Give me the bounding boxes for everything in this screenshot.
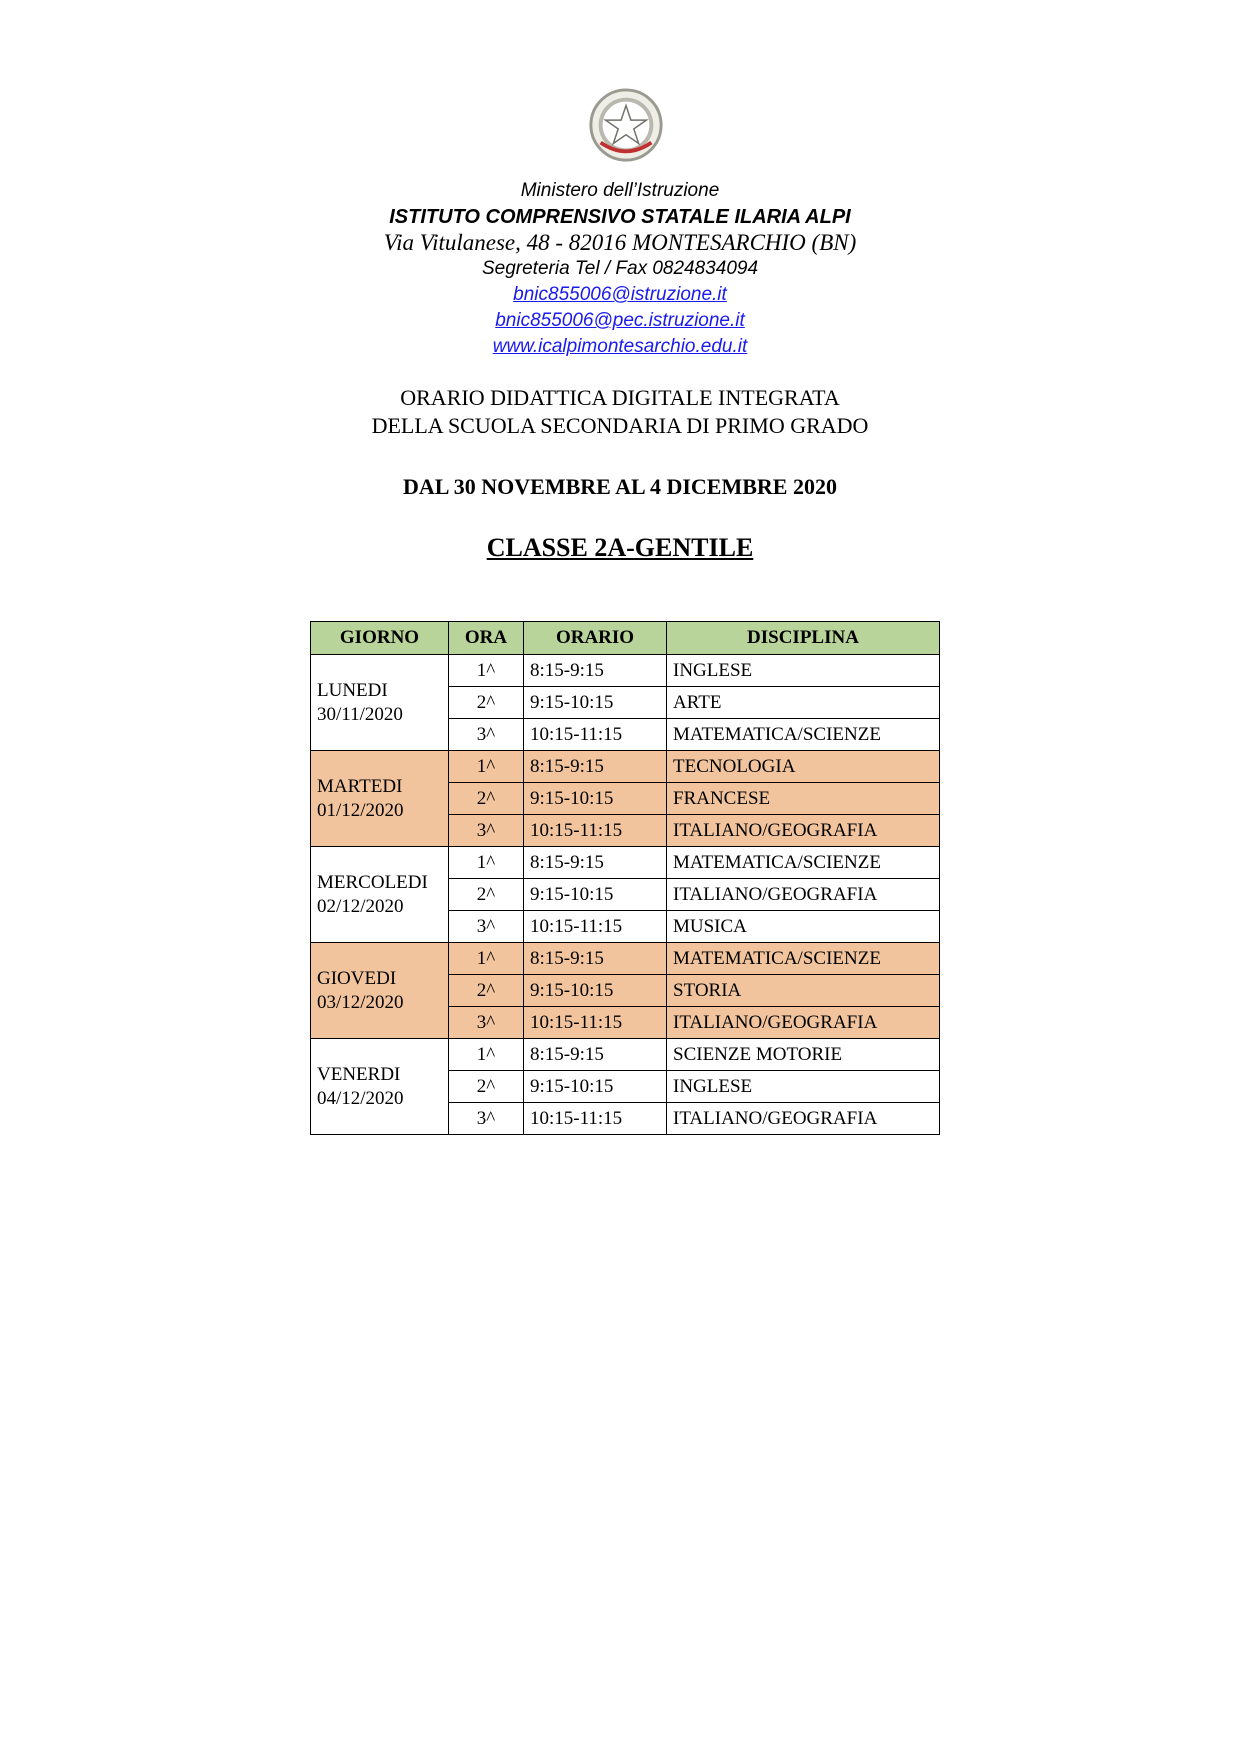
ora-cell: 1^ (449, 847, 524, 879)
day-cell (311, 1039, 449, 1135)
class-name: CLASSE 2A-GENTILE (486, 533, 754, 562)
orario-cell: 9:15-10:15 (524, 879, 667, 911)
class-heading (0, 533, 1240, 563)
orario-cell: 8:15-9:15 (524, 751, 667, 783)
header-ora: ORA (449, 622, 524, 655)
orario-cell: 10:15-11:15 (524, 1007, 667, 1039)
disciplina-cell: INGLESE (667, 655, 940, 687)
disciplina-cell: MUSICA (667, 911, 940, 943)
orario-cell: 9:15-10:15 (524, 687, 667, 719)
orario-cell: 10:15-11:15 (524, 911, 667, 943)
ora-cell: 1^ (449, 943, 524, 975)
disciplina-cell: ITALIANO/GEOGRAFIA (667, 815, 940, 847)
header-disciplina: DISCIPLINA (667, 622, 940, 655)
day-date: 03/12/2020 (317, 991, 404, 1013)
school-phone: Segreteria Tel / Fax 0824834094 (481, 258, 759, 279)
school-address: Via Vitulanese, 48 - 82016 MONTESARCHIO (BN) (383, 230, 857, 255)
orario-cell: 9:15-10:15 (524, 783, 667, 815)
ora-cell: 3^ (449, 719, 524, 751)
ora-cell: 2^ (449, 879, 524, 911)
day-name: VENERDI (317, 1063, 401, 1085)
ora-cell: 3^ (449, 815, 524, 847)
orario-cell: 10:15-11:15 (524, 1103, 667, 1135)
period-heading: DAL 30 NOVEMBRE AL 4 DICEMBRE 2020 (403, 474, 837, 499)
pec-link[interactable]: bnic855006@pec.istruzione.it (495, 310, 745, 331)
disciplina-cell: SCIENZE MOTORIE (667, 1039, 940, 1071)
day-date: 04/12/2020 (317, 1087, 404, 1109)
table-row (311, 1039, 940, 1071)
schedule-table (310, 621, 940, 1135)
table-row (311, 751, 940, 783)
orario-cell: 8:15-9:15 (524, 1039, 667, 1071)
table-row (311, 943, 940, 975)
school-name: ISTITUTO COMPRENSIVO STATALE ILARIA ALPI (389, 206, 851, 228)
day-date: 30/11/2020 (317, 703, 403, 725)
day-name: LUNEDI (317, 679, 388, 701)
day-name: MERCOLEDI (317, 871, 428, 893)
ora-cell: 3^ (449, 1103, 524, 1135)
ora-cell: 2^ (449, 687, 524, 719)
ora-cell: 2^ (449, 1071, 524, 1103)
day-date: 01/12/2020 (317, 799, 404, 821)
title-line-1: ORARIO DIDATTICA DIGITALE INTEGRATA (400, 385, 840, 410)
header-orario: ORARIO (524, 622, 667, 655)
ministry-name: Ministero dell’Istruzione (520, 180, 720, 201)
email-link[interactable]: bnic855006@istruzione.it (513, 284, 727, 305)
day-name: GIOVEDI (317, 967, 397, 989)
ora-cell: 2^ (449, 783, 524, 815)
ora-cell: 1^ (449, 1039, 524, 1071)
disciplina-cell: ARTE (667, 687, 940, 719)
orario-cell: 10:15-11:15 (524, 815, 667, 847)
letterhead (0, 178, 1240, 360)
website-link[interactable]: www.icalpimontesarchio.edu.it (492, 336, 748, 357)
disciplina-cell: FRANCESE (667, 783, 940, 815)
day-cell (311, 751, 449, 847)
day-name: MARTEDI (317, 775, 403, 797)
ora-cell: 2^ (449, 975, 524, 1007)
orario-cell: 8:15-9:15 (524, 943, 667, 975)
republic-emblem-icon (587, 86, 665, 164)
disciplina-cell: MATEMATICA/SCIENZE (667, 847, 940, 879)
disciplina-cell: MATEMATICA/SCIENZE (667, 943, 940, 975)
orario-cell: 8:15-9:15 (524, 655, 667, 687)
header-giorno: GIORNO (311, 622, 449, 655)
disciplina-cell: ITALIANO/GEOGRAFIA (667, 879, 940, 911)
disciplina-cell: INGLESE (667, 1071, 940, 1103)
orario-cell: 8:15-9:15 (524, 847, 667, 879)
table-row (311, 847, 940, 879)
ora-cell: 1^ (449, 655, 524, 687)
disciplina-cell: MATEMATICA/SCIENZE (667, 719, 940, 751)
ora-cell: 3^ (449, 911, 524, 943)
day-cell (311, 847, 449, 943)
ora-cell: 3^ (449, 1007, 524, 1039)
orario-cell: 9:15-10:15 (524, 975, 667, 1007)
title-line-2: DELLA SCUOLA SECONDARIA DI PRIMO GRADO (371, 413, 869, 438)
orario-cell: 10:15-11:15 (524, 719, 667, 751)
table-row (311, 655, 940, 687)
day-cell (311, 943, 449, 1039)
table-header-row (311, 622, 940, 655)
disciplina-cell: ITALIANO/GEOGRAFIA (667, 1007, 940, 1039)
document-title (0, 384, 1240, 440)
day-date: 02/12/2020 (317, 895, 404, 917)
day-cell (311, 655, 449, 751)
disciplina-cell: TECNOLOGIA (667, 751, 940, 783)
disciplina-cell: ITALIANO/GEOGRAFIA (667, 1103, 940, 1135)
orario-cell: 9:15-10:15 (524, 1071, 667, 1103)
disciplina-cell: STORIA (667, 975, 940, 1007)
ora-cell: 1^ (449, 751, 524, 783)
